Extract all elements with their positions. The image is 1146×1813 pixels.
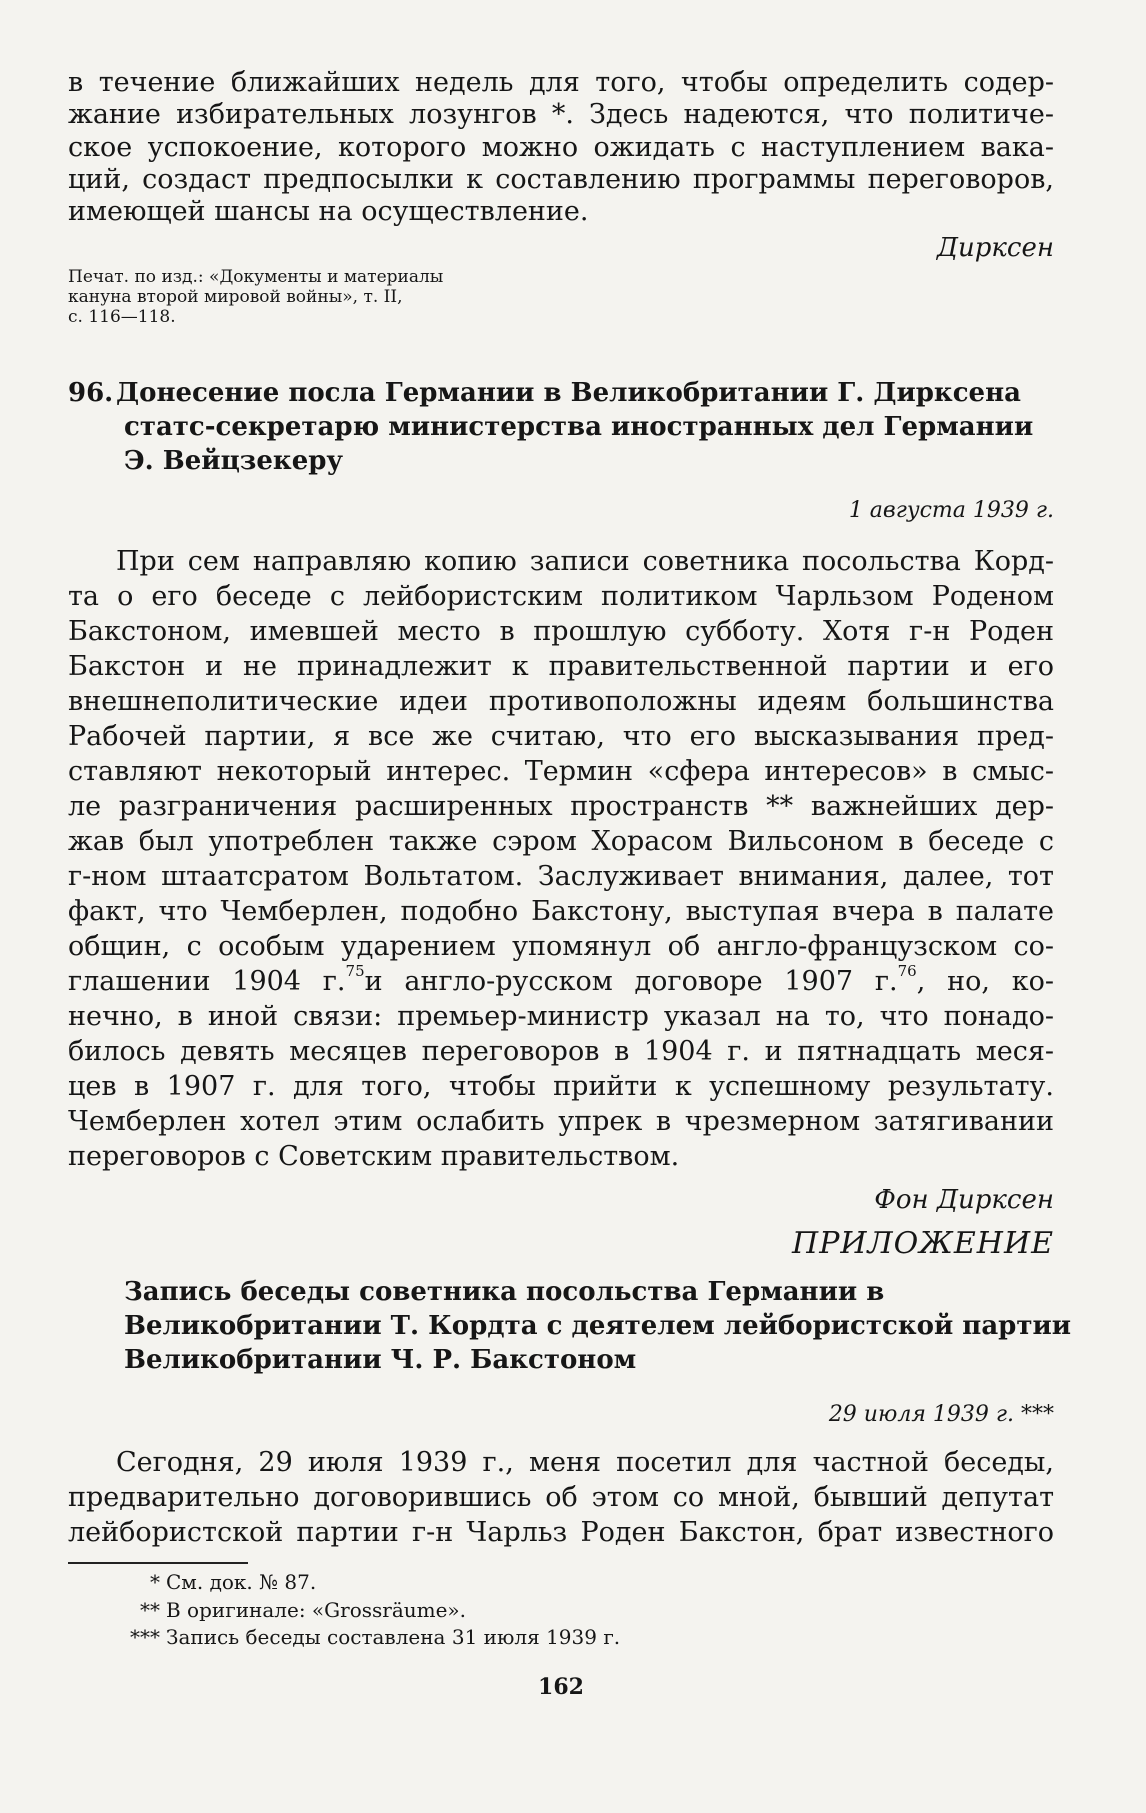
text-line: г-ном штаатсратом Вольтатом. Заслуживает внимания, далее, тот	[68, 861, 1054, 892]
text-line: Бакстоном, имевшей место в прошлую субботу. Хотя г-н Роден	[68, 616, 1054, 647]
text-line: предварительно договорившись об этом со мной, бывший депутат	[68, 1482, 1054, 1513]
text-line: факт, что Чемберлен, подобно Бакстону, выступая вчера в палате	[68, 896, 1054, 927]
text-line: жание избирательных лозунгов *. Здесь надеются, что политиче-	[68, 99, 1054, 130]
text-line: в течение ближайших недель для того, чтобы определить содер-	[68, 67, 1054, 98]
page-number: 162	[538, 1674, 584, 1700]
footnote	[68, 1597, 466, 1623]
text-line: При сем направляю копию записи советника посольства Корд-	[116, 546, 1054, 577]
footnote-text: См. док. № 87.	[166, 1570, 317, 1594]
signature: Дирксен	[936, 233, 1054, 263]
endnote-ref: 75	[345, 962, 365, 980]
footnote	[68, 1569, 316, 1595]
text-line: Чемберлен хотел этим ослабить упрек в чрезмерном затягивании	[68, 1106, 1054, 1137]
heading-line: Э. Вейцзекеру	[124, 446, 344, 476]
text-fragment: и англо-русском договоре 1907 г.	[364, 966, 898, 997]
heading-line: Великобритании Т. Кордта с деятелем лейбористской партии	[124, 1311, 1072, 1341]
footnote-text: В оригинале: «Grossräume».	[166, 1598, 467, 1622]
text-line: билось девять месяцев переговоров в 1904 г. и пятнадцать меся-	[68, 1036, 1054, 1067]
text-line-with-refs	[68, 962, 1054, 999]
text-line: ций, создаст предпосылки к составлению программы переговоров,	[68, 164, 1054, 195]
footnote-mark: ***	[130, 1625, 160, 1649]
signature: Фон Дирксен	[874, 1185, 1054, 1215]
appendix-label: ПРИЛОЖЕНИЕ	[792, 1226, 1054, 1261]
text-line: Рабочей партии, я все же считаю, что его высказывания пред-	[68, 721, 1054, 752]
text-fragment: глашении 1904 г.	[68, 966, 346, 997]
source-line: с. 116—118.	[68, 307, 176, 327]
footnote	[68, 1624, 620, 1650]
text-fragment: , но, ко-	[916, 966, 1054, 997]
heading-line: Великобритании Ч. Р. Бакстоном	[124, 1345, 637, 1375]
text-line: общин, с особым ударением упомянул об англо-французском со-	[68, 931, 1054, 962]
heading-line: статс-секретарю министерства иностранных дел Германии	[124, 412, 1034, 442]
text-line: имеющей шансы на осуществление.	[68, 196, 589, 227]
footnote-rule	[68, 1562, 248, 1564]
heading-line: Запись беседы советника посольства Германии в	[124, 1277, 885, 1307]
text-line: лейбористской партии г-н Чарльз Роден Бакстон, брат известного	[68, 1517, 1054, 1548]
text-line: ское успокоение, которого можно ожидать с наступлением вака-	[68, 132, 1054, 163]
heading-line	[68, 376, 1054, 410]
source-line: Печат. по изд.: «Документы и материалы	[68, 267, 444, 287]
text-line: ставляют некоторый интерес. Термин «сфера интересов» в смыс-	[68, 756, 1054, 787]
text-line: та о его беседе с лейбористским политиком Чарльзом Роденом	[68, 581, 1054, 612]
heading-text: Донесение посла Германии в Великобритании Г. Дирксена	[116, 378, 1021, 408]
document-number: 96.	[68, 378, 114, 408]
text-line: внешнеполитические идеи противоположны идеям большинства	[68, 686, 1054, 717]
text-line: нечно, в иной связи: премьер-министр указал на то, что понадо-	[68, 1001, 1054, 1032]
text-line: жав был употреблен также сэром Хорасом Вильсоном в беседе с	[68, 826, 1054, 857]
footnote-text: Запись беседы составлена 31 июля 1939 г.	[166, 1625, 621, 1649]
text-line: Сегодня, 29 июля 1939 г., меня посетил для частной беседы,	[116, 1447, 1054, 1478]
text-line: переговоров с Советским правительством.	[68, 1141, 680, 1172]
text-line: ле разграничения расширенных пространств ** важнейших дер-	[68, 791, 1054, 822]
endnote-ref: 76	[897, 962, 917, 980]
footnote-mark: *	[150, 1570, 160, 1594]
source-line: кануна второй мировой войны», т. II,	[68, 287, 403, 307]
text-line: Бакстон и не принадлежит к правительственной партии и его	[68, 651, 1054, 682]
appendix-date: 29 июля 1939 г. ***	[828, 1402, 1054, 1427]
text-line: цев в 1907 г. для того, чтобы прийти к успешному результату.	[68, 1071, 1054, 1102]
footnote-mark: **	[140, 1598, 160, 1622]
document-date: 1 августа 1939 г.	[848, 498, 1054, 523]
